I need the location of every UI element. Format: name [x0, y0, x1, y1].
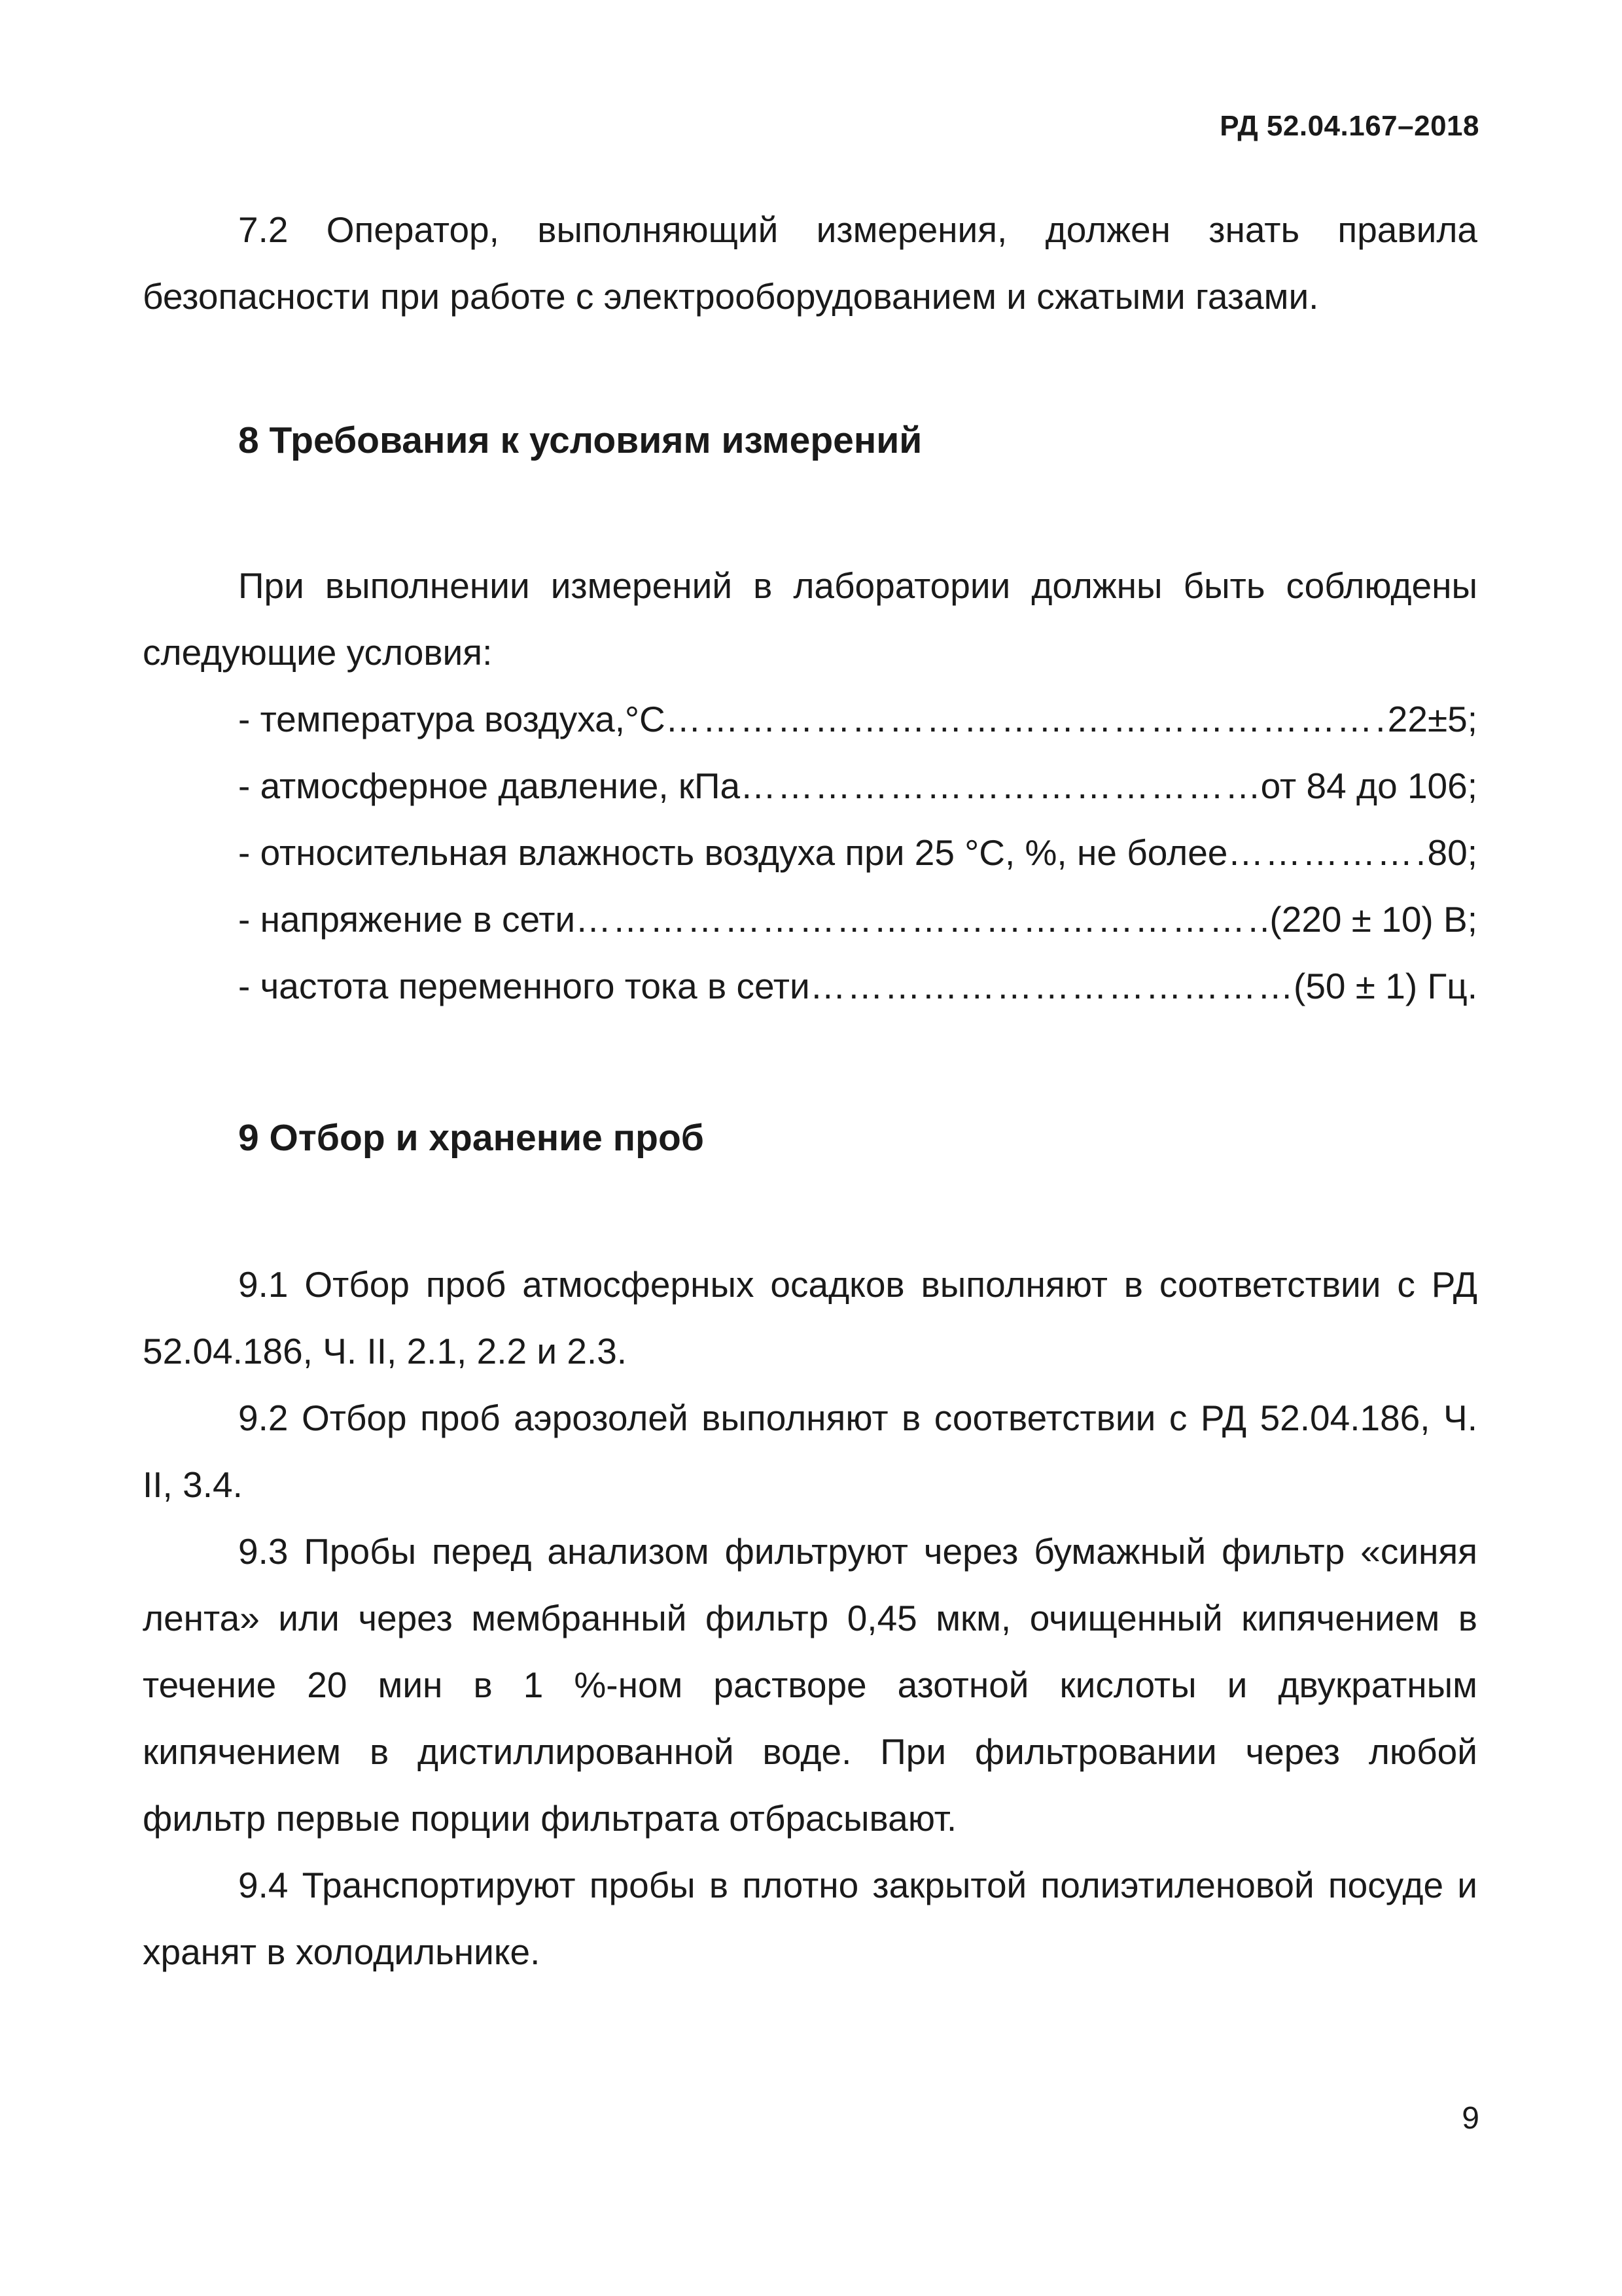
leader-dots [740, 752, 1261, 819]
condition-item-voltage [143, 886, 1477, 953]
condition-item-frequency [143, 953, 1477, 1019]
page-content [143, 196, 1477, 1985]
condition-label: - частота переменного тока в сети [238, 966, 810, 1006]
condition-value: от 84 до 106; [1260, 766, 1477, 806]
leader-dots [575, 886, 1269, 953]
condition-value: 80; [1427, 832, 1477, 873]
section-9-heading: 9 Отбор и хранение проб [238, 1117, 704, 1159]
condition-item-temperature [143, 686, 1477, 752]
paragraph-7-2: 7.2 Оператор, выполняющий измерения, должен знать правила безопасности при работе с электрооборудованием и сжатыми газами. [143, 209, 1477, 317]
condition-value: (220 ± 10) В; [1269, 899, 1477, 940]
paragraph-8-intro: При выполнении измерений в лаборатории должны быть соблюдены следующие условия: [143, 565, 1477, 673]
page-number: 9 [1462, 2101, 1479, 2136]
condition-value: 22±5; [1387, 699, 1477, 739]
paragraph-9-3: 9.3 Пробы перед анализом фильтруют через бумажный фильтр «синяя лента» или через мембранный фильтр 0,45 мкм, очищенный кипячением в течение 20 мин в 1 %-ном растворе азотной кислоты и двукратным кипячением в дистиллированной воде. При фильтровании через любой фильтр первые порции фильтрата отбрасывают. [143, 1531, 1477, 1839]
leader-dots [665, 686, 1388, 752]
leader-dots [1227, 819, 1427, 886]
condition-label: - напряжение в сети [238, 899, 576, 940]
condition-value: (50 ± 1) Гц. [1294, 966, 1477, 1006]
condition-label: - относительная влажность воздуха при 25 °С, %, не более [238, 832, 1228, 873]
section-8-heading: 8 Требования к условиям измерений [238, 419, 923, 461]
paragraph-9-2: 9.2 Отбор проб аэрозолей выполняют в соответствии с РД 52.04.186, Ч. II, 3.4. [143, 1398, 1477, 1505]
condition-label: - атмосферное давление, кПа [238, 766, 741, 806]
leader-dots [810, 953, 1294, 1019]
condition-item-humidity [143, 819, 1477, 886]
paragraph-9-1: 9.1 Отбор проб атмосферных осадков выполняют в соответствии с РД 52.04.186, Ч. II, 2.1, 2.2 и 2.3. [143, 1264, 1477, 1371]
conditions-list [143, 686, 1477, 1019]
condition-item-pressure [143, 752, 1477, 819]
condition-label: - температура воздуха,°С [238, 699, 665, 739]
paragraph-9-4: 9.4 Транспортируют пробы в плотно закрытой полиэтиленовой посуде и хранят в холодильнике. [143, 1865, 1477, 1972]
document-code: РД 52.04.167–2018 [1220, 110, 1479, 142]
